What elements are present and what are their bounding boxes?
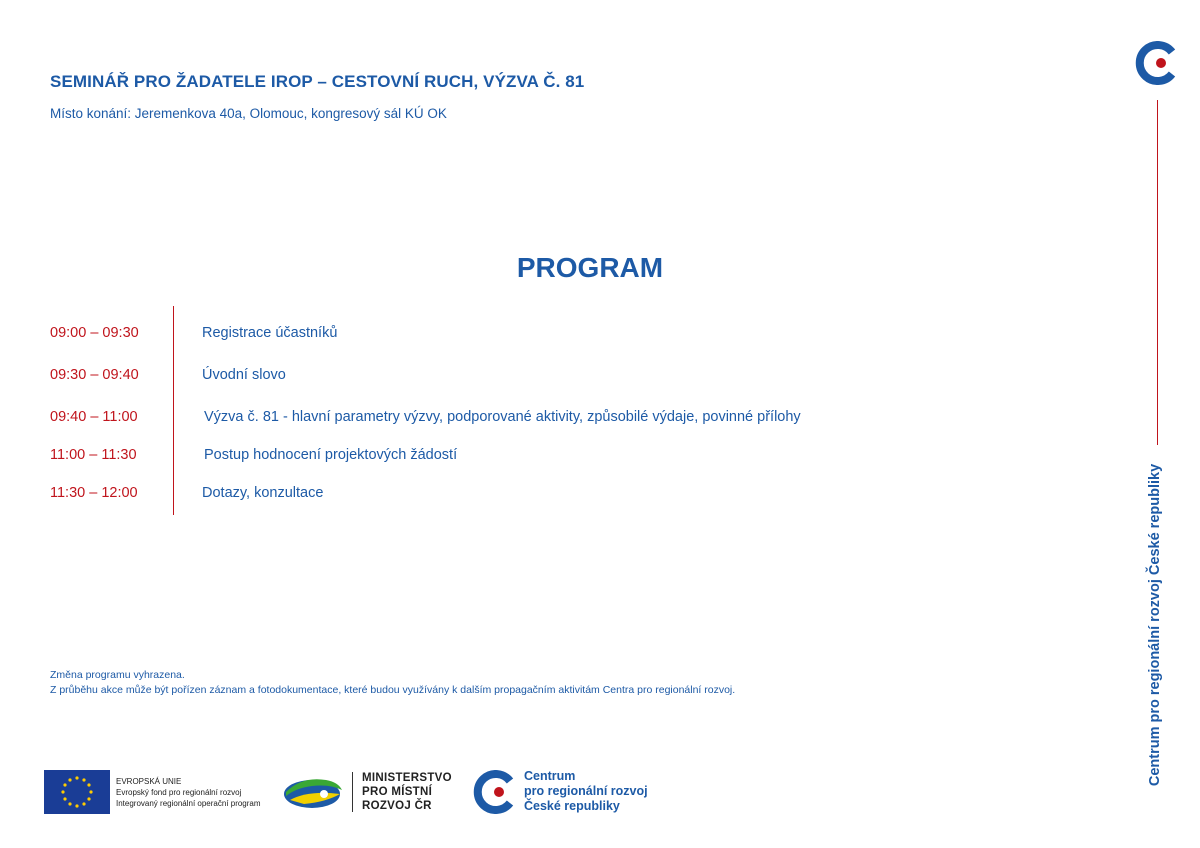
- eu-fund: Evropský fond pro regionální rozvoj: [116, 788, 242, 797]
- seminar-title: SEMINÁŘ PRO ŽADATELE IROP – CESTOVNÍ RUCH, VÝZVA Č. 81: [50, 72, 585, 91]
- schedule-row: [0, 409, 1100, 431]
- eu-flag-icon: [44, 770, 110, 814]
- crr-line-3: České republiky: [524, 799, 620, 813]
- schedule-time: 11:30 – 12:00: [50, 485, 138, 501]
- side-rule: [1157, 100, 1158, 445]
- eu-name: EVROPSKÁ UNIE: [116, 777, 182, 786]
- mmr-logo-icon: [282, 772, 344, 812]
- footer-notes: [50, 668, 735, 698]
- mmr-line-2: PRO MÍSTNÍ: [362, 786, 433, 798]
- crr-line-1: Centrum: [524, 769, 576, 783]
- side-brand-text: Centrum pro regionální rozvoj České republiky: [1147, 463, 1163, 787]
- mmr-divider: [352, 772, 353, 812]
- schedule-activity: Výzva č. 81 - hlavní parametry výzvy, podporované aktivity, způsobilé výdaje, povinné přílohy: [204, 409, 801, 425]
- mmr-text: [362, 771, 452, 813]
- schedule-time: 09:40 – 11:00: [50, 409, 138, 425]
- schedule-time: 11:00 – 11:30: [50, 447, 137, 463]
- schedule-row: [0, 485, 1100, 507]
- crr-logo-icon: [1135, 41, 1179, 85]
- eu-program: Integrovaný regionální operační program: [116, 799, 261, 808]
- note-program-change: Změna programu vyhrazena.: [50, 669, 185, 681]
- schedule-row: [0, 447, 1100, 469]
- mmr-line-1: MINISTERSTVO: [362, 772, 452, 784]
- venue-line: Místo konání: Jeremenkova 40a, Olomouc, kongresový sál KÚ OK: [50, 106, 447, 121]
- crr-footer-text: [524, 769, 648, 814]
- crr-line-2: pro regionální rozvoj: [524, 784, 648, 798]
- schedule-activity: Úvodní slovo: [202, 367, 286, 383]
- schedule-time: 09:30 – 09:40: [50, 367, 139, 383]
- mmr-line-3: ROZVOJ ČR: [362, 800, 432, 812]
- schedule-row: [0, 367, 1100, 389]
- schedule-activity: Registrace účastníků: [202, 325, 338, 341]
- crr-footer-logo-icon: [473, 770, 517, 814]
- schedule-activity: Dotazy, konzultace: [202, 485, 324, 501]
- note-recording: Z průběhu akce může být pořízen záznam a fotodokumentace, které budou využívány k dalším propagačním aktivitám Centra pro regionální rozvoj.: [50, 684, 736, 696]
- schedule-row: [0, 325, 1100, 347]
- schedule-activity: Postup hodnocení projektových žádostí: [204, 447, 458, 463]
- schedule-time: 09:00 – 09:30: [50, 325, 139, 341]
- program-heading: PROGRAM: [516, 252, 664, 283]
- eu-text: [116, 776, 261, 809]
